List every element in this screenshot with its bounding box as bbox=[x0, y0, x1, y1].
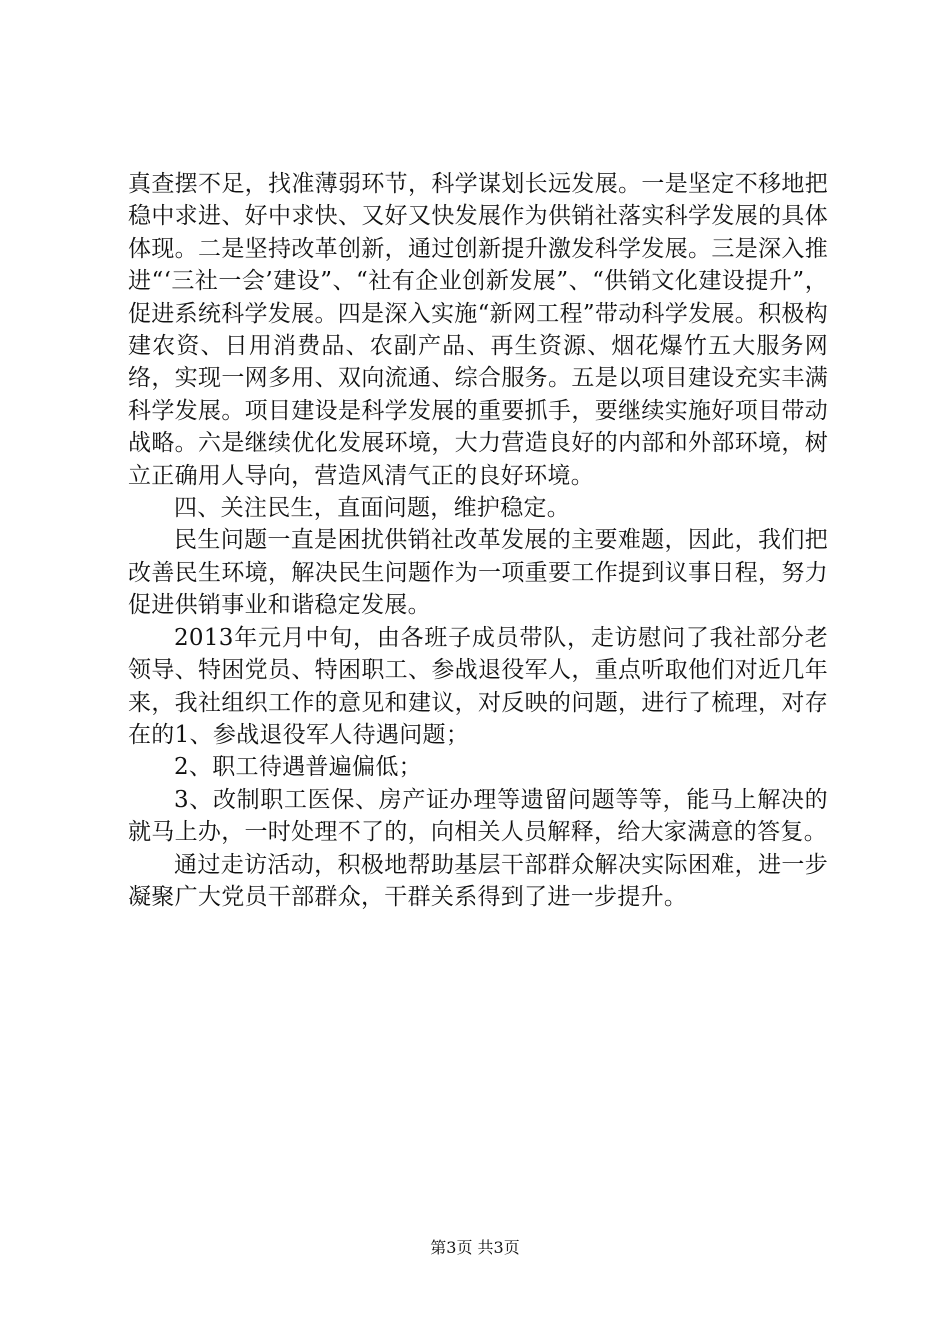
paragraph: 民生问题一直是困扰供销社改革发展的主要难题，因此，我们把改善民生环境，解决民生问题作为一项重要工作提到议事日程，努力促进供销事业和谐稳定发展。 bbox=[128, 527, 828, 619]
list-item: 3、改制职工医保、房产证办理等遗留问题等等，能马上解决的就马上办，一时处理不了的，向相关人员解释，给大家满意的答复。 bbox=[128, 786, 828, 846]
paragraph: 2013年元月中旬，由各班子成员带队，走访慰问了我社部分老领导、特困党员、特困职工、参战退役军人，重点听取他们对近几年来，我社组织工作的意见和建议，对反映的问题，进行了梳理，对存在的1、参战退役军人待遇问题； bbox=[128, 624, 828, 748]
page-footer bbox=[0, 1238, 950, 1258]
paragraph-continuation: 真查摆不足，找准薄弱环节，科学谋划长远发展。一是坚定不移地把稳中求进、好中求快、又好又快发展作为供销社落实科学发展的具体体现。二是坚持改革创新，通过创新提升激发科学发展。三是深入推进“‘三社一会’建设”、“社有企业创新发展”、“供销文化建设提升”，促进系统科学发展。四是深入实施“新网工程”带动科学发展。积极构建农资、日用消费品、农副产品、再生资源、烟花爆竹五大服务网络，实现一网多用、双向流通、综合服务。五是以项目建设充实丰满科学发展。项目建设是科学发展的重要抓手，要继续实施好项目带动战略。六是继续优化发展环境，大力营造良好的内部和外部环境，树立正确用人导向，营造风清气正的良好环境。 bbox=[128, 171, 828, 489]
paragraph: 通过走访活动，积极地帮助基层干部群众解决实际困难，进一步凝聚广大党员干部群众，干群关系得到了进一步提升。 bbox=[128, 851, 828, 910]
page-number: 第3页 共3页 bbox=[430, 1238, 520, 1257]
document-body bbox=[128, 168, 828, 913]
list-item: 2、职工待遇普遍偏低； bbox=[174, 754, 422, 781]
section-heading: 四、关注民生，直面问题，维护稳定。 bbox=[174, 495, 571, 522]
